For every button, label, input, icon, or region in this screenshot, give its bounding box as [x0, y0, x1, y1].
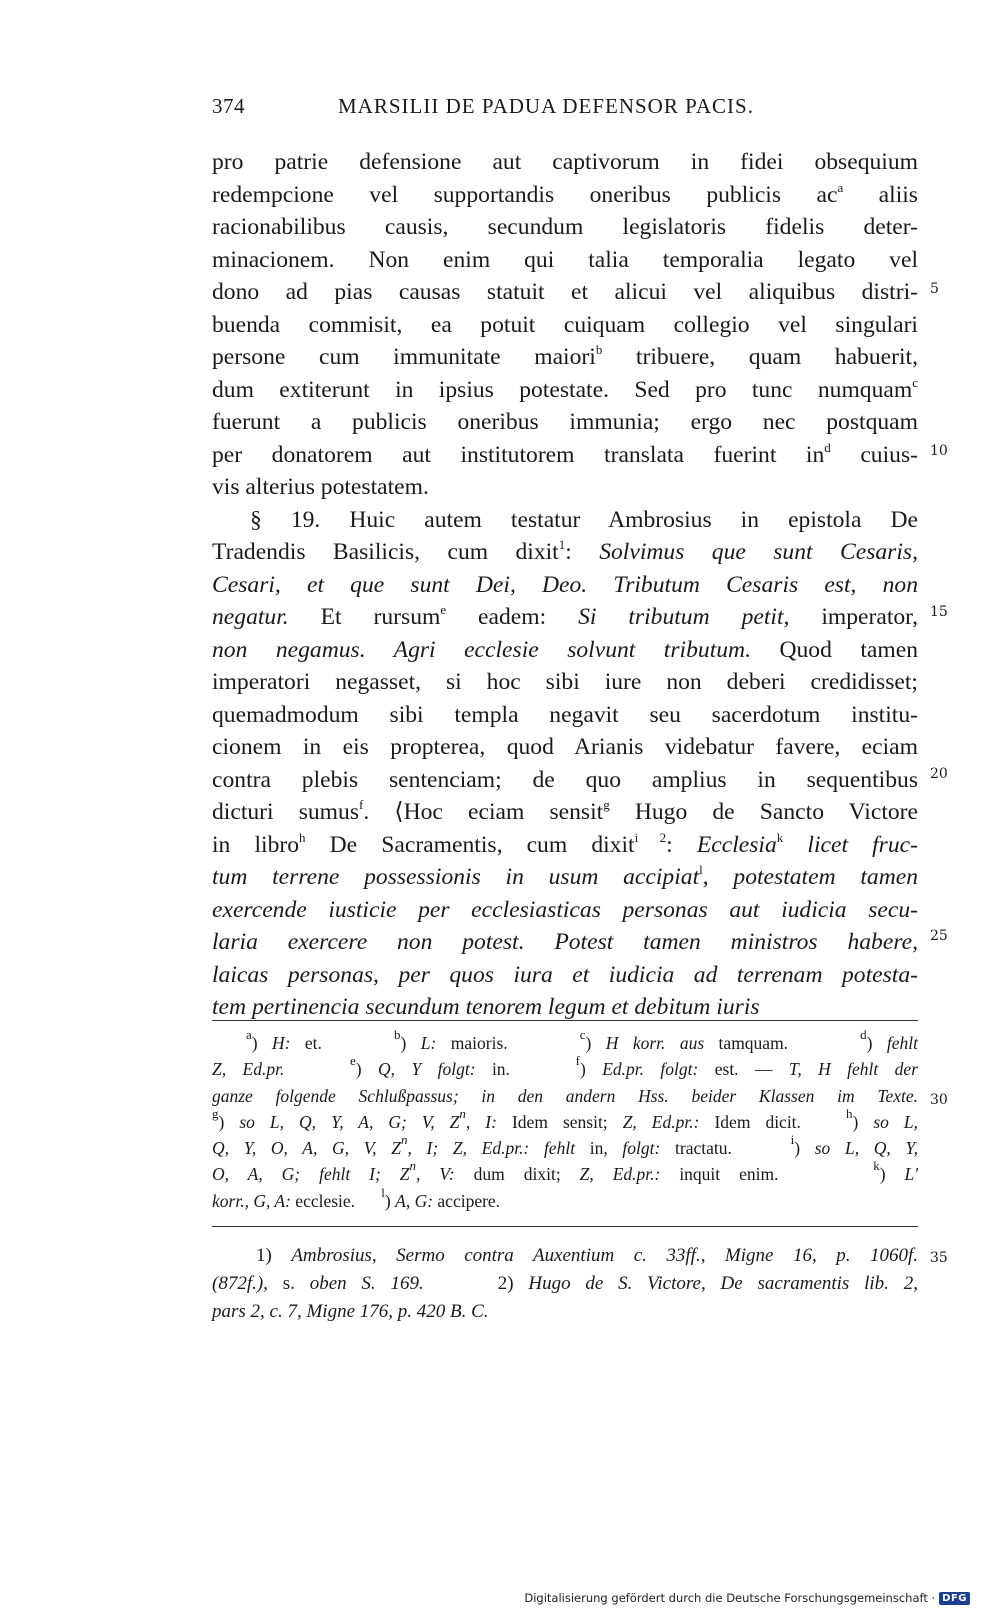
source-note-line: (872f.), s. oben S. 169. 2) Hugo de S. Victore, De sacramentis lib. 2, — [212, 1273, 918, 1294]
apparatus-line: Q, Y, O, A, G, V, $Z^n$, I; Z, Ed.pr.: fehlt in, folgt: tractatu. $^i$) so L, Q, Y, — [212, 1132, 918, 1159]
line-number-10: 10 — [930, 443, 948, 459]
apparatus-line: $^a$) H: et. $^b$) L: maioris. $^c$) H korr. aus tamquam. $^d$) fehlt — [246, 1027, 919, 1053]
apparatus-line: ganze folgende Schlußpassus; in den andern Hss. beider Klassen im Texte. — [212, 1085, 918, 1106]
line-number-35: 35 — [930, 1250, 948, 1266]
text-line: fuerunt a publicis oneribus immunia; ergo nec postquam — [212, 409, 918, 435]
text-line: persone cum immunitate maiori$^b$ tribuere, quam habuerit, — [212, 342, 918, 370]
credit-text: Digitalisierung gefördert durch die Deutsche Forschungsgemeinschaft · — [524, 1591, 936, 1605]
text-line: non negamus. Agri ecclesie solvunt tributum. Quod tamen — [212, 636, 919, 663]
text-line: vis alterius potestatem. — [212, 474, 429, 500]
line-number-25: 25 — [930, 928, 948, 944]
text-line: imperatori negasset, si hoc sibi iure non deberi credidisset; — [212, 669, 918, 695]
source-note-line: pars 2, c. 7, Migne 176, p. 420 B. C. — [212, 1301, 489, 1322]
dfg-logo: DFG — [939, 1592, 970, 1605]
apparatus-rule — [212, 1020, 918, 1021]
apparatus-line: korr., G, A: ecclesie. $^l$) A, G: accipere. — [212, 1184, 501, 1211]
text-line: Cesari, et que sunt Dei, Deo. Tributum Cesaris est, non — [212, 571, 918, 598]
text-line: negatur. Et rursum$^e$ eadem: Si tributum petit, imperator, — [212, 602, 918, 630]
notes-rule — [212, 1226, 918, 1227]
text-line: minacionem. Non enim qui talia temporalia legato vel — [212, 246, 918, 273]
line-number-5: 5 — [930, 281, 939, 297]
apparatus-line: Z, Ed.pr. $^e$) Q, Y folgt: in. $^f$) Ed.pr. folgt: est. — T, H fehlt der — [212, 1053, 919, 1080]
text-line: racionabilibus causis, secundum legislatoris fidelis deter- — [212, 214, 918, 240]
text-line: § 19. Huic autem testatur Ambrosius in epistola De — [250, 506, 918, 533]
text-line: tem pertinencia secundum tenorem legum et debitum iuris — [212, 994, 760, 1020]
text-line: buenda commisit, ea potuit cuiquam collegio vel singulari — [212, 311, 918, 338]
text-line: laria exercere non potest. Potest tamen ministros habere, — [212, 929, 918, 955]
digitization-credit — [524, 1591, 970, 1605]
text-line: dono ad pias causas statuit et alicui vel aliquibus distri- — [212, 279, 918, 305]
text-line: Tradendis Basilicis, cum dixit$^1$: Solvimus que sunt Cesaris, — [212, 537, 918, 565]
apparatus-line: O, A, G; fehlt I; $Z^n$, V: dum dixit; Z, Ed.pr.: inquit enim. $^k$) L' — [212, 1158, 919, 1185]
critical-apparatus — [212, 1027, 919, 1214]
text-line: cionem in eis propterea, quod Arianis videbatur favere, eciam — [212, 734, 918, 760]
line-number-15: 15 — [930, 604, 948, 620]
text-line: dicturi sumus$^f$. ⟨Hoc eciam sensit$^g$ Hugo de Sancto Victore — [212, 797, 919, 825]
text-line: pro patrie defensione aut captivorum in fidei obsequium — [212, 149, 918, 175]
text-line: redempcione vel supportandis oneribus publicis $ac^a$ aliis — [212, 179, 918, 208]
text-line: contra plebis sentenciam; de quo amplius in sequentibus — [212, 766, 918, 793]
source-note-line: 1) Ambrosius, Sermo contra Auxentium c. 33ff., Migne 16, p. 1060f. — [256, 1245, 918, 1266]
text-line: per donatorem aut institutorem translata fuerint $in^d$ cuius- — [212, 439, 918, 468]
running-title: MARSILII DE PADUA DEFENSOR PACIS. — [338, 94, 754, 118]
source-notes — [212, 1242, 918, 1326]
main-text — [212, 146, 918, 1024]
line-number-30: 30 — [930, 1092, 948, 1108]
apparatus-line: $^g$) so L, Q, Y, A, G; V, $Z^n$, I: Idem sensit; Z, Ed.pr.: Idem dicit. $^h$) so L, — [212, 1105, 918, 1132]
text-line: dum extiterunt in ipsius potestate. Sed pro tunc numquam$^c$ — [212, 374, 918, 403]
text-line: laicas personas, per quos iura et iudicia ad terrenam potesta- — [212, 961, 918, 988]
line-number-20: 20 — [930, 766, 948, 782]
text-line: tum terrene possessionis in usum accipiat$^l$, potestatem tamen — [212, 862, 919, 890]
text-line: in libro$^h$ De Sacramentis, cum dixit$^{i 2}$: Ecclesia$^k$ licet fruc- — [212, 829, 918, 858]
page-header — [212, 94, 920, 130]
text-line: exercende iusticie per ecclesiasticas personas aut iudicia secu- — [212, 896, 918, 923]
page-number: 374 — [212, 94, 245, 118]
text-line: quemadmodum sibi templa negavit seu sacerdotum institu- — [212, 701, 918, 728]
